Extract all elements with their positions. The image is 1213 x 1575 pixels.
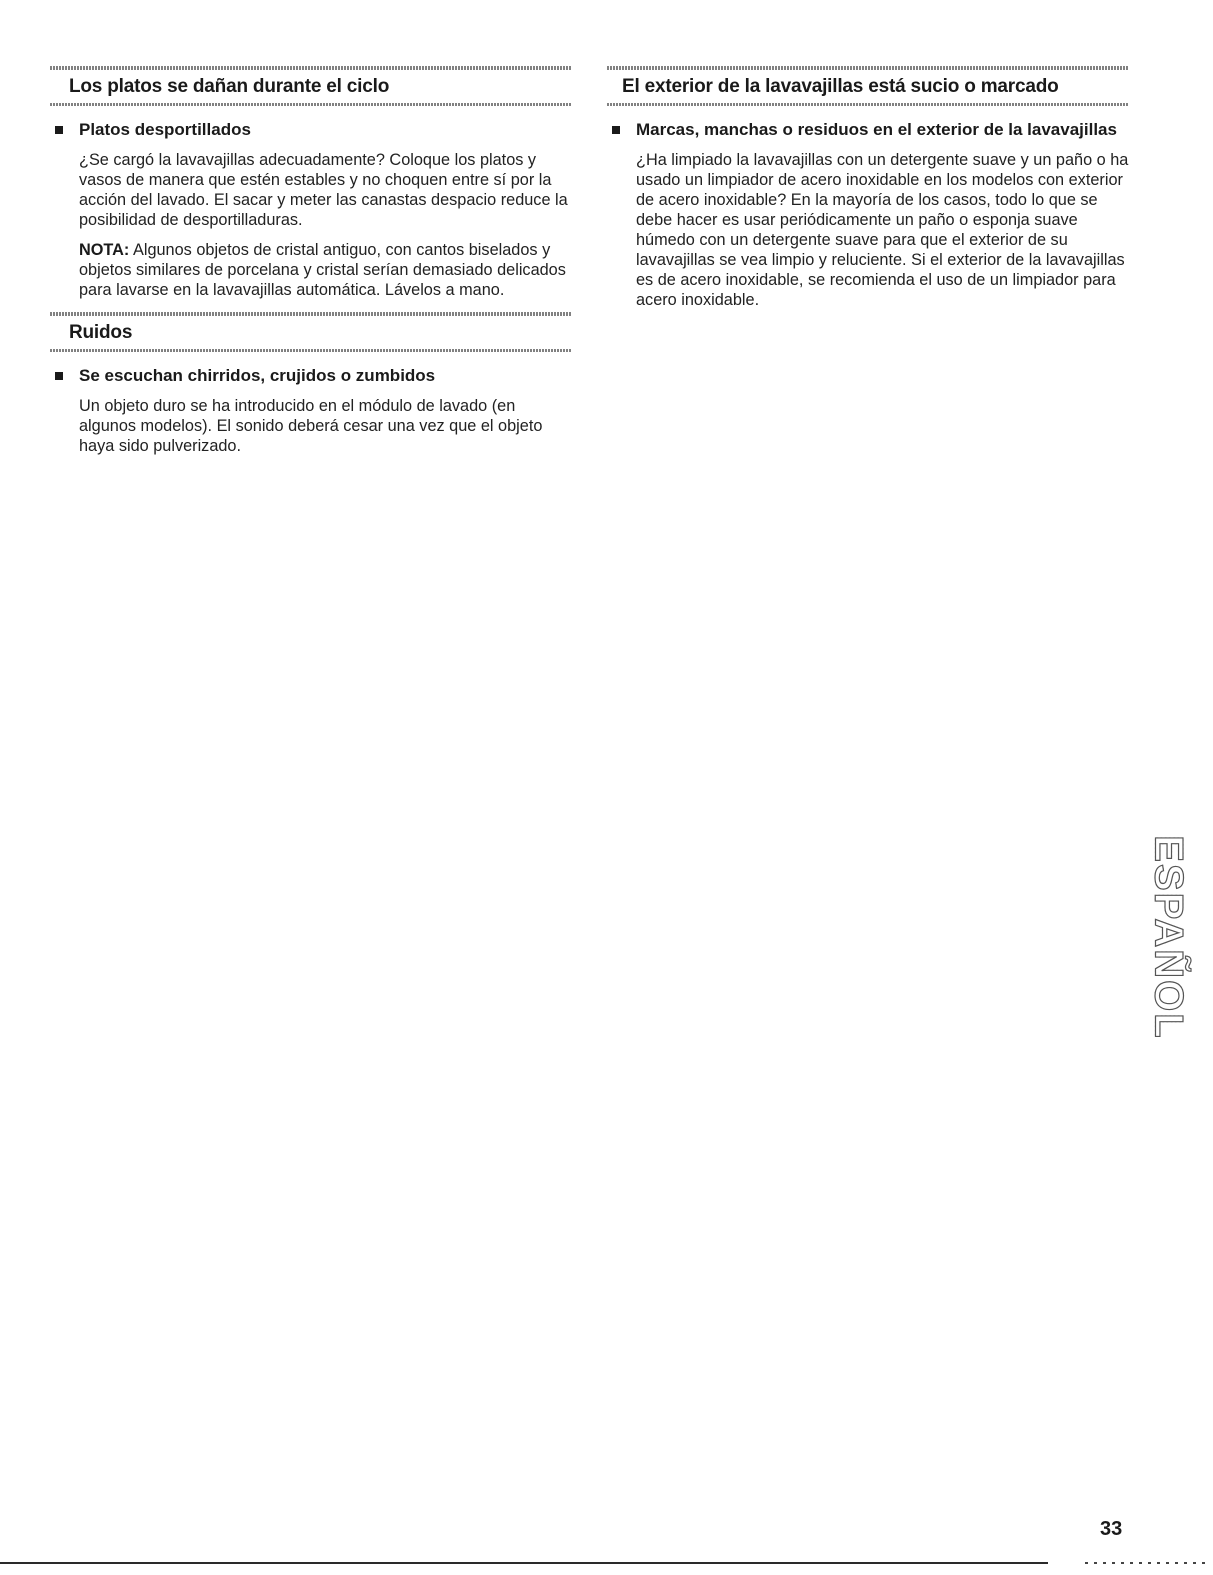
section-bottom-rule: [50, 349, 572, 352]
item-body: ¿Ha limpiado la lavavajillas con un detergente suave y un paño o ha usado un limpiador de acero inoxidable en los modelos con exterior de acero inoxidable? En la mayoría de los casos, todo lo que se debe hacer es usar periódicamente un paño o esponja suave húmedo con un detergente suave para que el exterior de su lavavajillas se vea limpio y reluciente. Si el exterior de la lavavajillas es de acero inoxidable, se recomienda el uso de un limpiador para acero inoxidable.: [636, 151, 1129, 309]
section-damaged-dishes: [50, 66, 572, 300]
section-top-rule: [50, 66, 572, 70]
item-title: Platos desportillados: [79, 120, 251, 139]
item-title: Marcas, manchas o residuos en el exterior de la lavavajillas: [636, 120, 1117, 139]
page-number: 33: [1100, 1518, 1123, 1540]
section-bottom-rule: [607, 103, 1129, 106]
item-body: Un objeto duro se ha introducido en el módulo de lavado (en algunos modelos). El sonido deberá cesar una vez que el objeto haya sido pulverizado.: [79, 397, 543, 455]
section-bottom-rule: [50, 103, 572, 106]
section-noises: [50, 312, 572, 456]
section-top-rule: [607, 66, 1129, 70]
square-bullet-icon: [55, 372, 63, 380]
footer-rule: [0, 1562, 1048, 1564]
item-title: Se escuchan chirridos, crujidos o zumbidos: [79, 366, 436, 385]
note-text: Algunos objetos de cristal antiguo, con cantos biselados y objetos similares de porcelana y cristal serían demasiado delicados para lavarse en la lavavajillas automática. Lávelos a mano.: [79, 241, 566, 299]
troubleshooting-item: [50, 120, 572, 300]
item-body: ¿Se cargó la lavavajillas adecuadamente? Coloque los platos y vasos de manera que estén estables y no choquen entre sí por la acción del lavado. El sacar y meter las canastas despacio reduce la posibilidad de desportilladuras.: [79, 151, 568, 229]
left-column: [50, 66, 572, 456]
item-note: [79, 240, 572, 300]
troubleshooting-item: [607, 120, 1129, 310]
footer-specks: [1085, 1562, 1210, 1564]
troubleshooting-item: [50, 366, 572, 456]
language-side-tab: [1146, 815, 1190, 1060]
section-dirty-exterior: [607, 66, 1129, 310]
section-title: Ruidos: [69, 322, 133, 343]
section-title: El exterior de la lavavajillas está sucio o marcado: [622, 76, 1059, 97]
right-column: [607, 66, 1129, 310]
square-bullet-icon: [612, 126, 620, 134]
section-title: Los platos se dañan durante el ciclo: [69, 76, 390, 97]
square-bullet-icon: [55, 126, 63, 134]
language-tab-label: ESPAÑOL: [1146, 835, 1191, 1040]
note-label: NOTA:: [79, 241, 130, 259]
section-top-rule: [50, 312, 572, 316]
